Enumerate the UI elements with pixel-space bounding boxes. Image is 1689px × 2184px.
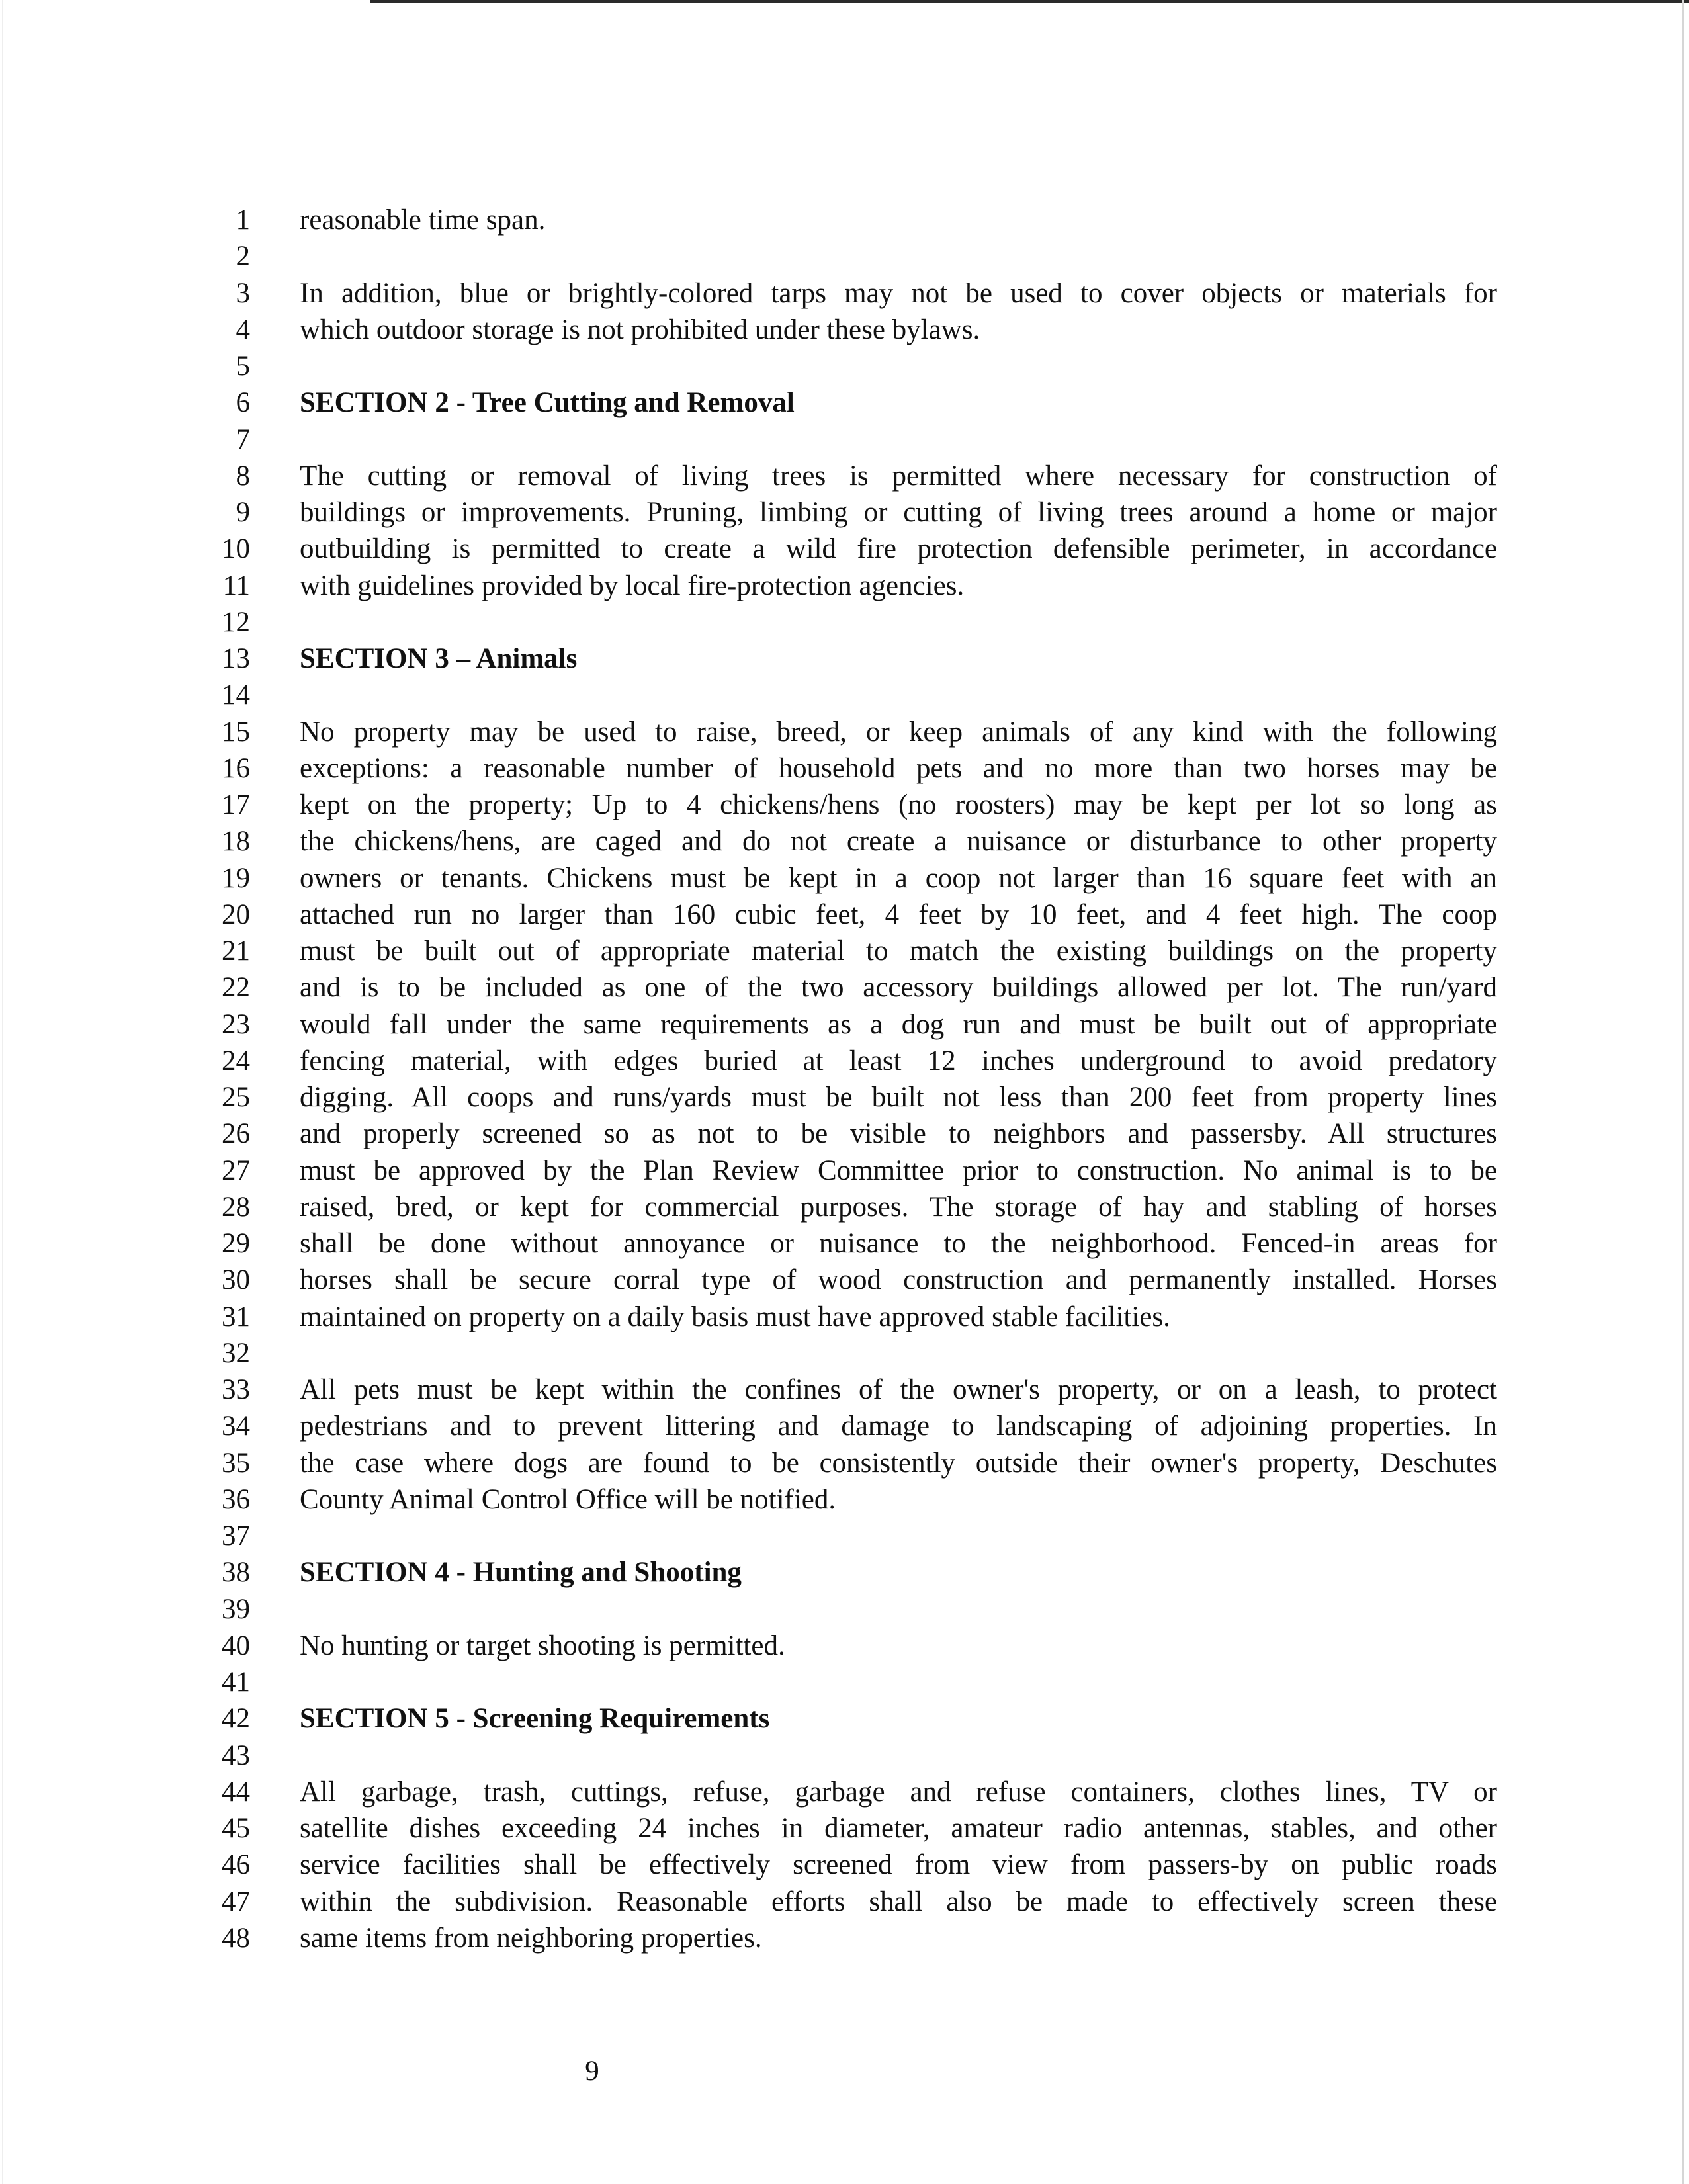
line-number: 35: [222, 1447, 250, 1479]
line-number: 30: [222, 1264, 250, 1296]
document-line: [0, 1226, 1689, 1262]
document-line: [0, 641, 1689, 677]
line-number: 5: [236, 351, 250, 382]
section-heading: SECTION 2 - Tree Cutting and Removal: [300, 387, 795, 419]
scan-edge-top: [370, 0, 1689, 3]
line-text: owners or tenants. Chickens must be kept in a coop not larger than 16 square feet with an: [300, 862, 1497, 894]
line-number: 9: [236, 497, 250, 528]
line-number: 7: [236, 423, 250, 455]
document-line: [0, 824, 1689, 859]
document-line: [0, 312, 1689, 348]
line-text: In addition, blue or brightly-colored tarps may not be used to cover objects or materials for: [300, 277, 1497, 309]
document-line: [0, 1592, 1689, 1628]
document-line: [0, 1701, 1689, 1737]
line-text: service facilities shall be effectively screened from view from passers-by on public roads: [300, 1849, 1497, 1881]
section-heading: SECTION 5 - Screening Requirements: [300, 1703, 770, 1735]
document-line: [0, 1921, 1689, 1956]
document-line: [0, 385, 1689, 421]
document-line: [0, 751, 1689, 787]
document-line: [0, 677, 1689, 713]
line-text: must be approved by the Plan Review Committee prior to construction. No animal is to be: [300, 1155, 1497, 1186]
document-line: [0, 239, 1689, 275]
line-number: 42: [222, 1703, 250, 1735]
document-line: [0, 1665, 1689, 1700]
line-number: 10: [222, 533, 250, 565]
line-number: 48: [222, 1922, 250, 1954]
document-line: [0, 459, 1689, 494]
line-number: 38: [222, 1557, 250, 1589]
document-line: [0, 970, 1689, 1006]
line-number: 37: [222, 1520, 250, 1551]
document-line: [0, 1153, 1689, 1189]
line-text: County Animal Control Office will be notified.: [300, 1483, 836, 1515]
line-number: 45: [222, 1813, 250, 1844]
section-heading: SECTION 4 - Hunting and Shooting: [300, 1557, 742, 1589]
document-line: [0, 1518, 1689, 1554]
line-text: with guidelines provided by local fire-protection agencies.: [300, 570, 965, 601]
line-number: 23: [222, 1008, 250, 1040]
document-line: [0, 1190, 1689, 1225]
line-text: horses shall be secure corral type of wood construction and permanently installed. Horses: [300, 1264, 1497, 1296]
line-number: 15: [222, 716, 250, 748]
line-text: maintained on property on a daily basis must have approved stable facilities.: [300, 1301, 1170, 1332]
page-number: 9: [585, 2056, 599, 2087]
line-text: the chickens/hens, are caged and do not create a nuisance or disturbance to other property: [300, 826, 1497, 857]
line-number: 14: [222, 679, 250, 711]
document-line: [0, 1080, 1689, 1115]
line-text: must be built out of appropriate material to match the existing buildings on the property: [300, 936, 1497, 967]
line-number: 27: [222, 1155, 250, 1186]
line-number: 18: [222, 826, 250, 857]
line-number: 24: [222, 1045, 250, 1076]
line-text: All garbage, trash, cuttings, refuse, garbage and refuse containers, clothes lines, TV or: [300, 1776, 1497, 1808]
document-line: [0, 1116, 1689, 1152]
document-line: [0, 1811, 1689, 1847]
line-text: pedestrians and to prevent littering and damage to landscaping of adjoining properties. In: [300, 1411, 1497, 1442]
document-line: [0, 934, 1689, 969]
document-line: [0, 1555, 1689, 1591]
line-text: The cutting or removal of living trees is permitted where necessary for construction of: [300, 460, 1497, 492]
line-number: 8: [236, 460, 250, 492]
document-line: [0, 897, 1689, 933]
line-text: fencing material, with edges buried at least 12 inches underground to avoid predatory: [300, 1045, 1497, 1076]
document-line: [0, 1847, 1689, 1883]
line-text: kept on the property; Up to 4 chickens/hens (no roosters) may be kept per lot so long as: [300, 789, 1497, 820]
document-line: [0, 1409, 1689, 1444]
document-line: [0, 568, 1689, 604]
line-text: and is to be included as one of the two accessory buildings allowed per lot. The run/yard: [300, 972, 1497, 1004]
line-text: attached run no larger than 160 cubic feet, 4 feet by 10 feet, and 4 feet high. The coop: [300, 898, 1497, 930]
line-number: 20: [222, 898, 250, 930]
document-line: [0, 861, 1689, 896]
document-line: [0, 715, 1689, 750]
line-number: 39: [222, 1593, 250, 1625]
line-number: 31: [222, 1301, 250, 1332]
line-text: the case where dogs are found to be consistently outside their owner's property, Deschutes: [300, 1447, 1497, 1479]
line-number: 13: [222, 643, 250, 674]
line-text: would fall under the same requirements as a dog run and must be built out of appropriate: [300, 1008, 1497, 1040]
line-number: 40: [222, 1630, 250, 1661]
document-line: [0, 1482, 1689, 1518]
document-line: [0, 276, 1689, 312]
line-number: 32: [222, 1337, 250, 1369]
line-number: 17: [222, 789, 250, 820]
line-number: 46: [222, 1849, 250, 1881]
document-line: [0, 1774, 1689, 1810]
line-text: shall be done without annoyance or nuisance to the neighborhood. Fenced-in areas for: [300, 1228, 1497, 1259]
document-line: [0, 422, 1689, 458]
document-line: [0, 1007, 1689, 1043]
line-number: 34: [222, 1411, 250, 1442]
line-text: No hunting or target shooting is permitted.: [300, 1630, 785, 1661]
document-line: [0, 1884, 1689, 1920]
line-text: buildings or improvements. Pruning, limbing or cutting of living trees around a home or major: [300, 497, 1497, 528]
line-number: 44: [222, 1776, 250, 1808]
line-text: No property may be used to raise, breed, or keep animals of any kind with the following: [300, 716, 1497, 748]
line-number: 12: [222, 606, 250, 638]
line-number: 16: [222, 752, 250, 784]
line-number: 41: [222, 1667, 250, 1698]
line-number: 21: [222, 936, 250, 967]
line-text: outbuilding is permitted to create a wild fire protection defensible perimeter, in accordance: [300, 533, 1497, 565]
line-number: 36: [222, 1483, 250, 1515]
line-number: 11: [222, 570, 250, 601]
line-number: 25: [222, 1082, 250, 1113]
line-text: satellite dishes exceeding 24 inches in diameter, amateur radio antennas, stables, and other: [300, 1813, 1497, 1844]
section-heading: SECTION 3 – Animals: [300, 643, 578, 674]
document-line: [0, 349, 1689, 384]
document-line: [0, 495, 1689, 531]
document-line: [0, 1043, 1689, 1079]
line-text: which outdoor storage is not prohibited under these bylaws.: [300, 314, 980, 345]
line-number: 47: [222, 1886, 250, 1917]
document-line: [0, 787, 1689, 823]
line-number: 4: [236, 314, 250, 345]
document-line: [0, 1446, 1689, 1481]
document-line: [0, 1628, 1689, 1664]
line-text: same items from neighboring properties.: [300, 1922, 762, 1954]
line-number: 3: [236, 277, 250, 309]
line-text: exceptions: a reasonable number of household pets and no more than two horses may be: [300, 752, 1497, 784]
line-number: 28: [222, 1191, 250, 1223]
line-text: digging. All coops and runs/yards must be built not less than 200 feet from property lines: [300, 1082, 1497, 1113]
document-line: [0, 202, 1689, 238]
document-line: [0, 531, 1689, 567]
line-text: All pets must be kept within the confines of the owner's property, or on a leash, to protect: [300, 1374, 1497, 1405]
line-text: raised, bred, or kept for commercial purposes. The storage of hay and stabling of horses: [300, 1191, 1497, 1223]
document-line: [0, 1262, 1689, 1298]
line-number: 1: [236, 204, 250, 236]
line-number: 43: [222, 1739, 250, 1771]
line-number: 2: [236, 241, 250, 273]
document-line: [0, 605, 1689, 640]
line-number: 29: [222, 1228, 250, 1259]
line-number: 33: [222, 1374, 250, 1405]
line-text: and properly screened so as not to be visible to neighbors and passersby. All structures: [300, 1118, 1497, 1150]
document-line: [0, 1738, 1689, 1774]
line-number: 22: [222, 972, 250, 1004]
line-number: 6: [236, 387, 250, 419]
document-line: [0, 1372, 1689, 1408]
line-number: 26: [222, 1118, 250, 1150]
document-line: [0, 1299, 1689, 1335]
line-number: 19: [222, 862, 250, 894]
document-line: [0, 1336, 1689, 1372]
line-text: reasonable time span.: [300, 204, 546, 236]
line-text: within the subdivision. Reasonable efforts shall also be made to effectively screen these: [300, 1886, 1497, 1917]
